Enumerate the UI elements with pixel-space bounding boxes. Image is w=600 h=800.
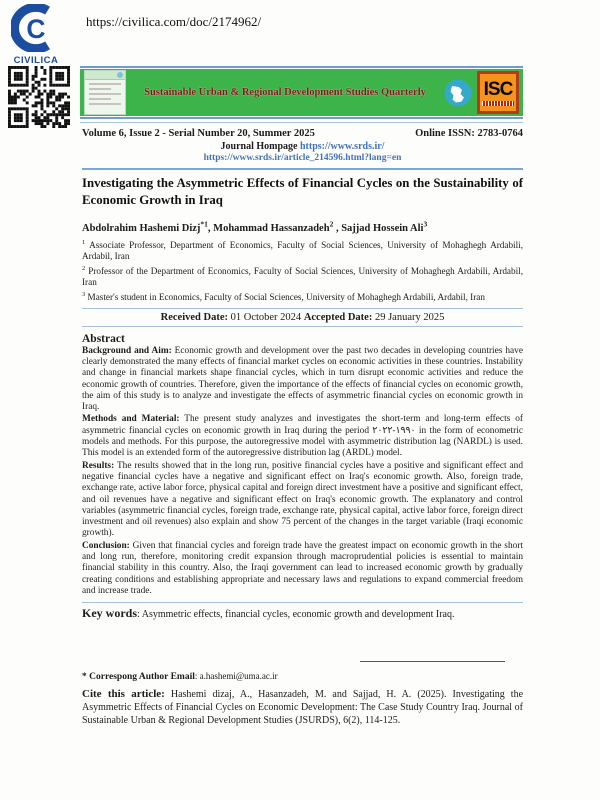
author-2-superscript: 2 bbox=[329, 219, 334, 228]
abstract-methods: Methods and Material: The present study analyzes and investigates the short-term and long-term effects of asymmetric financial cycles on economic growth in Iraq during the period ۲۰۲۲-۱۹۹۰ in the form of econometric models and methods. For this purpose, the autoregressive model with asymmetric distribution lag (NARDL) is used. This model is an extended form of the autoregressive distribution lag (ARDL) model. bbox=[82, 414, 524, 459]
isc-label: ISC bbox=[483, 78, 513, 100]
citation-line bbox=[82, 688, 523, 727]
author-1: Abdolrahim Hashemi Dizj$^{*1}$, bbox=[82, 219, 211, 234]
civilica-logo-icon bbox=[11, 13, 61, 56]
author-2: Mohammad Hassanzadeh$^2$ , bbox=[213, 219, 339, 234]
corresponding-author-line bbox=[82, 671, 523, 682]
svg-text:C: C bbox=[26, 13, 46, 44]
received-date-label: Received Date: bbox=[160, 311, 228, 323]
header-divider bbox=[82, 168, 523, 170]
affiliation-1: $^1$ Associate Professor, Department of Economics, Faculty of Social Sciences, University of Mohaghegh Ardabili, Ardabil, Iran bbox=[82, 238, 523, 262]
corresponding-author-label: * Correspong Author Email bbox=[82, 672, 195, 683]
keywords-divider bbox=[82, 602, 523, 603]
iran-map-icon bbox=[444, 79, 472, 107]
cite-text: Hashemi dizaj, A., Hasanzadeh, M. and Sajjad, H. A. (2025). Investigating the Asymmetric Effects of Financial Cycles on Economic Development: The Case Study Country Iraq. Journal of Sustainable Urban & Regional Development Studies (JSURDS), 6(2), 114-125. bbox=[82, 689, 524, 727]
dates-bar bbox=[82, 308, 523, 327]
authors-line bbox=[82, 219, 523, 234]
isc-sub-strip bbox=[482, 101, 514, 106]
journal-title: Sustainable Urban & Regional Development Studies Quarterly bbox=[144, 86, 426, 98]
qr-code bbox=[8, 66, 70, 128]
banner-bottom-rule bbox=[80, 117, 523, 123]
abstract-results: Results: The results showed that in the long run, positive financial cycles have a positive and significant effect and negative financial cycles have a negative and significant effect on Iraq's economic growth. Also, foreign trade, exchange rate, active labor force, physical capital and foreign direct investment have a positive and significant effect, and oil revenues have a negative and significant effect on Iraq's economic growth. The explanatory and control variables (asymmetric financial cycles, foreign trade, exchange rate, physical capital, active labor force, foreign direct investment and oil revenues) also explain and show 75 percent of the changes in the target variable (Iraqi economic growth). bbox=[82, 460, 523, 539]
accepted-date-value: 29 January 2025 bbox=[372, 311, 445, 323]
accepted-date-label: Accepted Date: bbox=[303, 311, 373, 323]
article-title: Investigating the Asymmetric Effects of Financial Cycles on the Sustainability of Economic Growth in Iraq bbox=[82, 176, 523, 207]
affiliation-3: $^3$ Master's student in Economics, Faculty of Social Sciences, University of Mohaghegh Ardabili, Ardabil, Iran bbox=[82, 291, 485, 303]
document-url[interactable]: https://civilica.com/doc/2174962/ bbox=[86, 14, 262, 29]
abstract-conclusion: Conclusion: Given that financial cycles and foreign trade have the greatest impact on economic growth in the short and long run, therefore, monitoring credit expansion through macroprudential policies is essential to maintain financial stability in this country. Also, the Iraqi government can lead to increased economic growth by gradually creating conditions and establishing appropriate and necessary laws and regulations to expand commercial freedom and increase trade. bbox=[82, 540, 523, 596]
abstract-heading: Abstract bbox=[82, 332, 125, 345]
author-3-superscript: 3 bbox=[423, 219, 428, 228]
abstract-background: Background and Aim: Economic growth and development over the past two decades in developing countries have clearly demonstrated the many effects of financial market cycles on economic activities in these countries. Instability and change in financial markets shape financial cycles, which in turn disrupt economic activities and reduce the economic growth of countries. Therefore, given the importance of the effects of financial cycles on economic growth, the aim of this study is to analyze and investigate the effects of asymmetric financial cycles on economic growth in Iraq. bbox=[82, 345, 523, 413]
article-page-link[interactable]: https://www.srds.ir/article_214596.html?lang=en bbox=[203, 153, 402, 163]
author-3: Sajjad Hossein Ali$^3$ bbox=[341, 219, 428, 234]
affiliation-2: $^2$ Professor of the Department of Economics, Faculty of Social Sciences, University of Mohaghegh Ardabili, Ardabil, Iran bbox=[82, 264, 523, 288]
civilica-wordmark: CIVILICA bbox=[13, 55, 59, 66]
article-first-page bbox=[82, 128, 523, 727]
author-1-superscript: *1 bbox=[200, 219, 208, 228]
footnote-divider bbox=[360, 661, 505, 662]
banner-top-rule bbox=[80, 66, 523, 68]
journal-cover-thumbnail bbox=[84, 70, 126, 115]
affiliations bbox=[82, 237, 523, 304]
volume-issue-line: Volume 6, Issue 2 - Serial Number 20, Summer 2025 bbox=[82, 128, 315, 139]
cite-label: Cite this article: bbox=[82, 688, 165, 701]
received-date-value: 01 October 2024 bbox=[227, 311, 304, 323]
keywords-line bbox=[82, 606, 523, 621]
keywords-label: Key words bbox=[82, 606, 137, 621]
journal-banner bbox=[80, 66, 523, 123]
civilica-logo bbox=[8, 4, 64, 66]
journal-homepage-link[interactable]: https://www.srds.ir/ bbox=[300, 141, 385, 152]
corresponding-author-email: : a.hashemi@uma.ac.ir bbox=[194, 671, 278, 682]
isc-logo bbox=[477, 71, 519, 114]
keywords-text: : Asymmetric effects, financial cycles, economic growth and development Iraq. bbox=[137, 609, 455, 621]
journal-homepage-label: Journal Hompage bbox=[220, 141, 298, 152]
online-issn: Online ISSN: 2783-0764 bbox=[415, 128, 523, 139]
